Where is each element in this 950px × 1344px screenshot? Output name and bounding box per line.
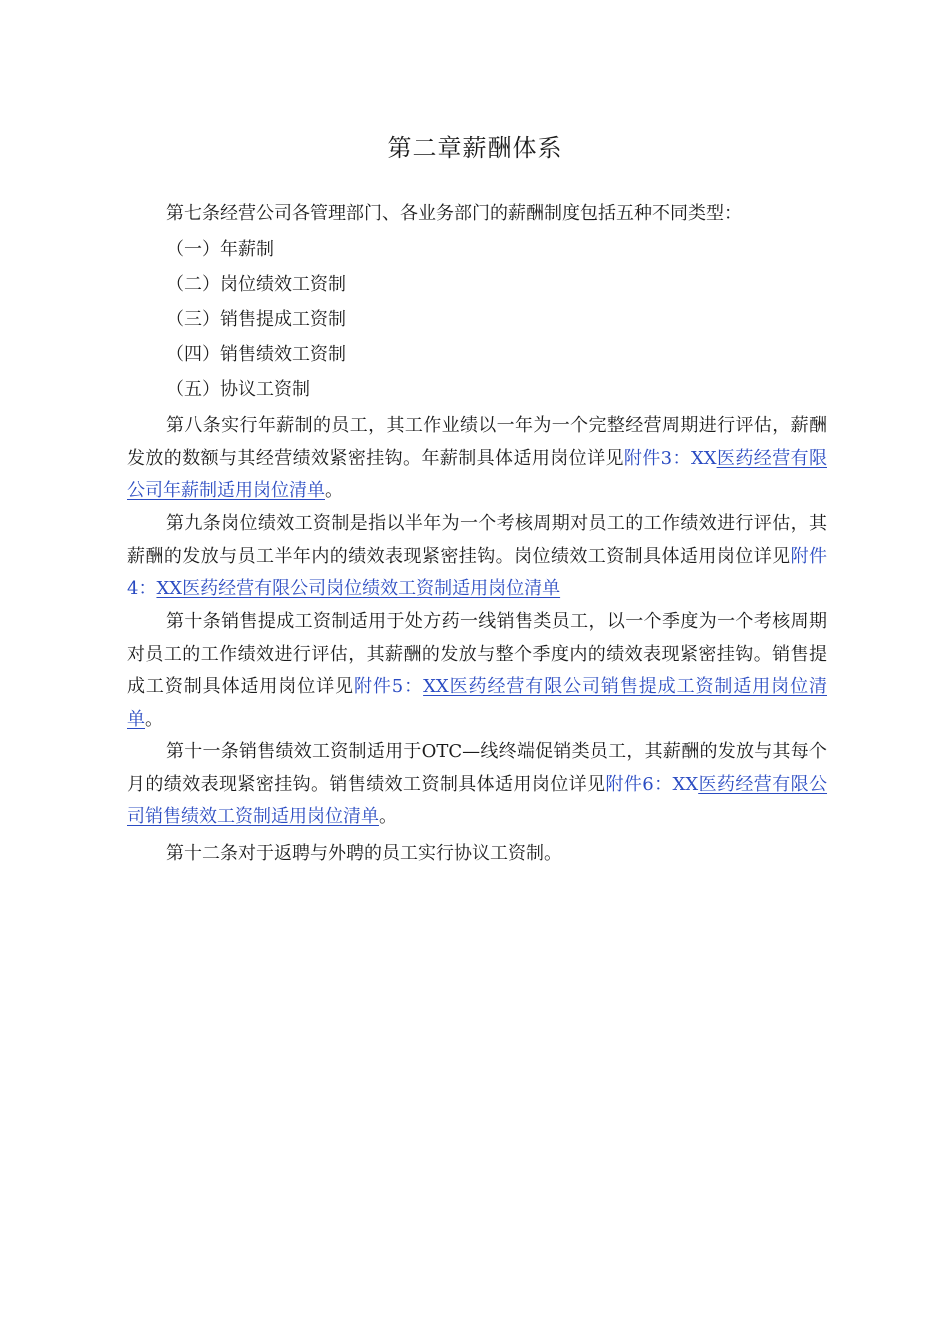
- article-11-attachment-link[interactable]: 医药经营有限公司销售绩效工资制适用岗位清单: [127, 773, 828, 827]
- article-11-text: 第十一条销售绩效工资制适用于OTC—线终端促销类员工，其薪酬的发放与其每个月的绩效表现紧密挂钩。销售绩效工资制具体适用岗位详见: [127, 741, 827, 795]
- article-10: [127, 606, 827, 736]
- article-11: [127, 736, 827, 834]
- salary-type-5: （五）协议工资制: [166, 379, 310, 400]
- article-8-suffix: 。: [325, 480, 343, 501]
- article-10-suffix: 。: [145, 708, 163, 730]
- article-11-attachment-ref[interactable]: 附件6：XX: [605, 773, 699, 795]
- salary-type-4: （四）销售绩效工资制: [166, 344, 346, 365]
- chapter-title: 第二章薪酬体系: [387, 134, 563, 162]
- article-11-suffix: 。: [379, 806, 397, 827]
- salary-type-1: （一）年薪制: [166, 239, 274, 260]
- article-8-attachment-link[interactable]: 医药经营有限公司年薪制适用岗位清单: [127, 447, 827, 501]
- article-9-text: 第九条岗位绩效工资制是指以半年为一个考核周期对员工的工作绩效进行评估，其薪酬的发放与员工半年内的绩效表现紧密挂钩。岗位绩效工资制具体适用岗位详见: [127, 513, 827, 567]
- article-9-attachment-ref[interactable]: 附件4：: [127, 545, 828, 599]
- article-7: 第七条经营公司各管理部门、各业务部门的薪酬制度包括五种不同类型：: [166, 203, 742, 224]
- article-10-attachment-link[interactable]: XX医药经营有限公司销售提成工资制适用岗位清单: [127, 676, 827, 730]
- article-8-text: 第八条实行年薪制的员工，其工作业绩以一年为一个完整经营周期进行评估，薪酬发放的数额与其经营绩效紧密挂钩。年薪制具体适用岗位详见: [127, 415, 827, 469]
- article-10-text: 第十条销售提成工资制适用于处方药一线销售类员工，以一个季度为一个考核周期对员工的工作绩效进行评估，其薪酬的发放与整个季度内的绩效表现紧密挂钩。销售提成工资制具体适用岗位详见: [127, 611, 827, 697]
- salary-type-3: （三）销售提成工资制: [166, 309, 346, 330]
- article-9: [127, 508, 827, 606]
- article-9-attachment-link[interactable]: XX医药经营有限公司岗位绩效工资制适用岗位清单: [156, 578, 561, 599]
- article-10-attachment-ref[interactable]: 附件5：: [353, 676, 424, 697]
- article-8: [127, 410, 827, 508]
- salary-type-2: （二）岗位绩效工资制: [166, 274, 346, 295]
- article-12: 第十二条对于返聘与外聘的员工实行协议工资制。: [166, 843, 562, 864]
- article-8-attachment-ref[interactable]: 附件3：XX: [623, 447, 717, 469]
